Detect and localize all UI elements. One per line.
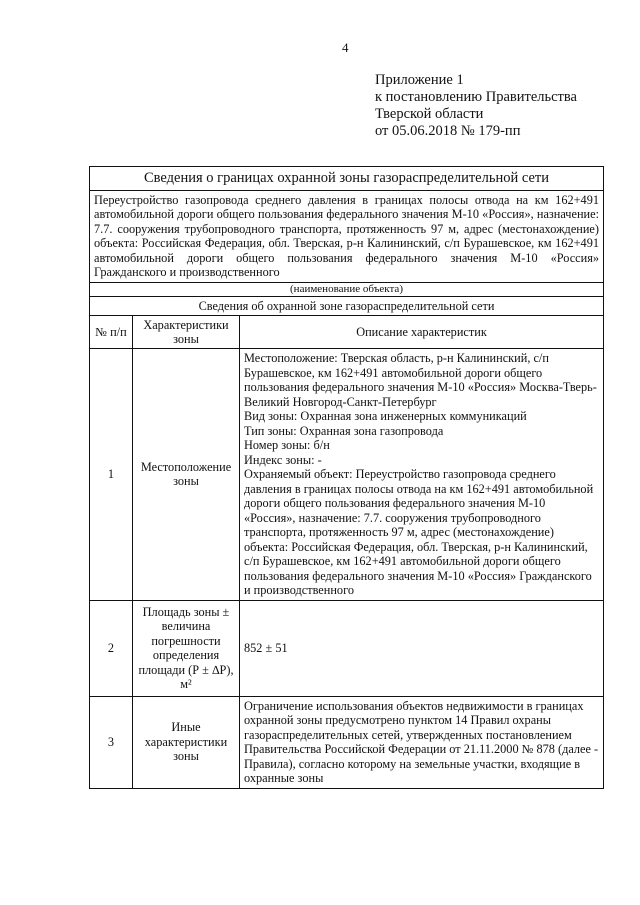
object-name-caption: (наименование объекта) <box>90 282 604 296</box>
appendix-header <box>375 72 577 140</box>
column-header-num: № п/п <box>90 316 133 349</box>
zone-kind-line: Тип зоны: Охранная зона газопровода <box>244 423 444 438</box>
row-description: 852 ± 51 <box>240 600 604 696</box>
row-description: Ограничение использования объектов недвижимости в границах охранной зоны предусмотрено пунктом 14 Правил охраны газораспределительных сетей, утвержденных постановлением Правительства Российской Федерации от 21.11.2000 № 878 (далее - Правила), согласно которому на земельные участки, входящие в охранные зоны <box>240 696 604 788</box>
table-title: Сведения о границах охранной зоны газораспределительной сети <box>90 167 604 191</box>
appendix-line-4: от 05.06.2018 № 179-пп <box>375 123 521 139</box>
location-line: Местоположение: Тверская область, р-н Калининский, с/п Бурашевское, км 162+491 автомобильной дороги общего пользования федерального значения М-10 «Россия» Москва-Тверь- Великий Новгород-Санкт-Петербург <box>244 351 597 409</box>
row-num: 3 <box>90 696 133 788</box>
page-number: 4 <box>342 40 349 55</box>
column-header-characteristics: Характеристики зоны <box>133 316 240 349</box>
object-description: Переустройство газопровода среднего давления в границах полосы отвода на км 162+491 автомобильной дороги общего пользования федерального значения М-10 «Россия», назначение: 7.7. сооружения трубопроводного транспорта, протяженность 97 м, адрес (местонахождение) объекта: Российская Федерация, обл. Тверская, р-н Калининский, с/п Бурашевское, км 162+491 автомобильной дороги общего пользования федерального значения М-10 «Россия» Гражданского и производственного <box>90 190 604 282</box>
row-description <box>240 349 604 601</box>
appendix-line-1: Приложение 1 <box>375 72 464 88</box>
row-characteristic: Иные характеристики зоны <box>133 696 240 788</box>
appendix-line-2: к постановлению Правительства <box>375 89 577 105</box>
table-row <box>90 349 604 601</box>
table-row <box>90 600 604 696</box>
zone-type-line: Вид зоны: Охранная зона инженерных коммуникаций <box>244 409 527 423</box>
row-characteristic: Площадь зоны ± величина погрешности определения площади (Р ± ∆Р), м² <box>133 600 240 696</box>
zone-subheader: Сведения об охранной зоне газораспределительной сети <box>90 296 604 316</box>
zone-info-table <box>89 166 604 789</box>
row-characteristic: Местоположение зоны <box>133 349 240 601</box>
appendix-line-3: Тверской области <box>375 106 484 122</box>
zone-number-line: Номер зоны: б/н <box>244 438 330 452</box>
row-num: 1 <box>90 349 133 601</box>
table-row <box>90 696 604 788</box>
zone-index-line: Индекс зоны: - <box>244 452 322 467</box>
protected-object-line: Охраняемый объект: Переустройство газопровода среднего давления в границах полосы отвода на км 162+491 автомобильной дороги общего пользования федерального значения М-10 «Россия», назначение: 7.7. сооружения трубопроводного транспорта, протяженность 97 м, адрес (местонахождение) объекта: Российская Федерация, обл. Тверская, р-н Калининский, с/п Бурашевское, км 162+491 автомобильной дороги общего пользования федерального значения М-10 «Россия» Гражданского и производственного <box>244 467 594 597</box>
column-header-description: Описание характеристик <box>240 316 604 349</box>
row-num: 2 <box>90 600 133 696</box>
